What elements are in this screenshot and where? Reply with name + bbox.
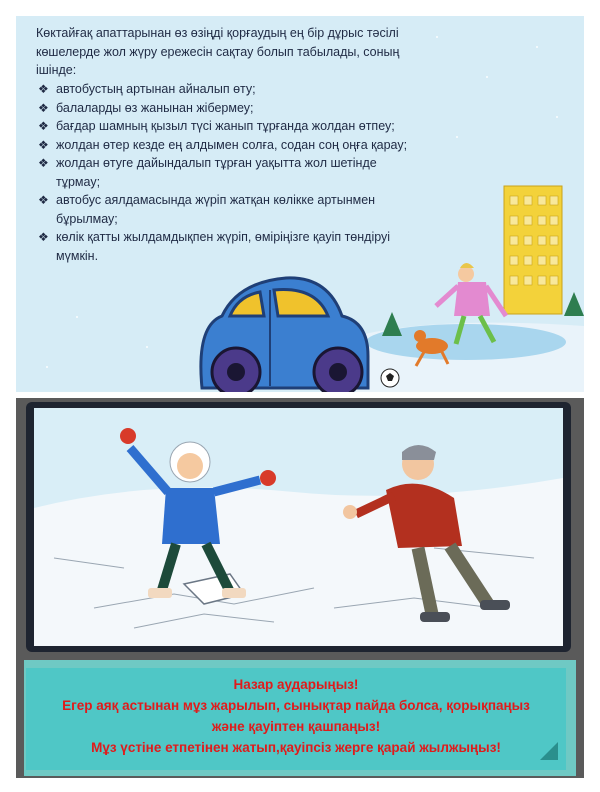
bullet-icon: ❖ — [38, 100, 49, 115]
bullet-icon: ❖ — [38, 82, 49, 96]
bullet-icon: ❖ — [38, 156, 49, 170]
list-item — [36, 191, 416, 228]
building-icon — [504, 186, 562, 314]
list-item — [36, 117, 416, 136]
ball-icon — [381, 369, 399, 387]
rule-text: жолдан өтер кезде ең алдымен солға, содан соң оңға қарау; — [56, 137, 408, 152]
thin-ice-illustration — [34, 408, 563, 646]
rule-text: көлік қатты жылдамдықпен жүріп, өміріңізге қауіп төндіруі мүмкін. — [56, 230, 391, 263]
notice-line-1: Егер аяқ астынан мұз жарылып, сынықтар пайда болса, қорықпаңыз — [62, 698, 530, 713]
intro-text: Көктайғақ апаттарынан өз өзіңді қорғаудың ең бір дұрыс тәсілі көшелерде жол жүру ережесін сақтау болып табылады, соның ішінде: — [36, 26, 400, 77]
list-item — [36, 99, 416, 118]
page-curl-icon — [540, 742, 558, 760]
rule-text: автобустың артынан айналып өту; — [56, 82, 256, 96]
safety-rules-panel — [16, 16, 584, 392]
rule-text: автобус аялдамасында жүріп жатқан көлікке артынмен бұрылмау; — [56, 193, 376, 226]
ice-surface — [34, 478, 563, 646]
car-icon — [201, 278, 368, 392]
rule-text: балаларды өз жанынан жібермеу; — [56, 100, 254, 115]
rules-list — [36, 80, 416, 265]
bullet-icon: ❖ — [38, 137, 49, 152]
rule-text: жолдан өтуге дайындалып тұрған уақытта жол шетінде тұрмау; — [56, 156, 377, 189]
notice-line-3: Мұз үстіне етпетінен жатып,қауіпсіз жерге қарай жылжыңыз! — [91, 740, 501, 755]
list-item — [36, 228, 416, 265]
list-item — [36, 154, 416, 191]
ice-illustration-frame — [26, 402, 571, 652]
rule-text: бағдар шамның қызыл түсі жанып тұрғанда жолдан өтпеу; — [56, 119, 395, 133]
warning-notice — [26, 668, 566, 770]
bullet-icon: ❖ — [38, 230, 49, 244]
list-item — [36, 80, 416, 99]
bullet-icon: ❖ — [38, 119, 49, 133]
bullet-icon: ❖ — [38, 193, 49, 207]
list-item — [36, 136, 416, 155]
ice-safety-panel — [16, 398, 584, 778]
notice-line-2: және қауіптен қашпаңыз! — [211, 719, 381, 734]
notice-title: Назар аударыңыз! — [233, 677, 359, 692]
